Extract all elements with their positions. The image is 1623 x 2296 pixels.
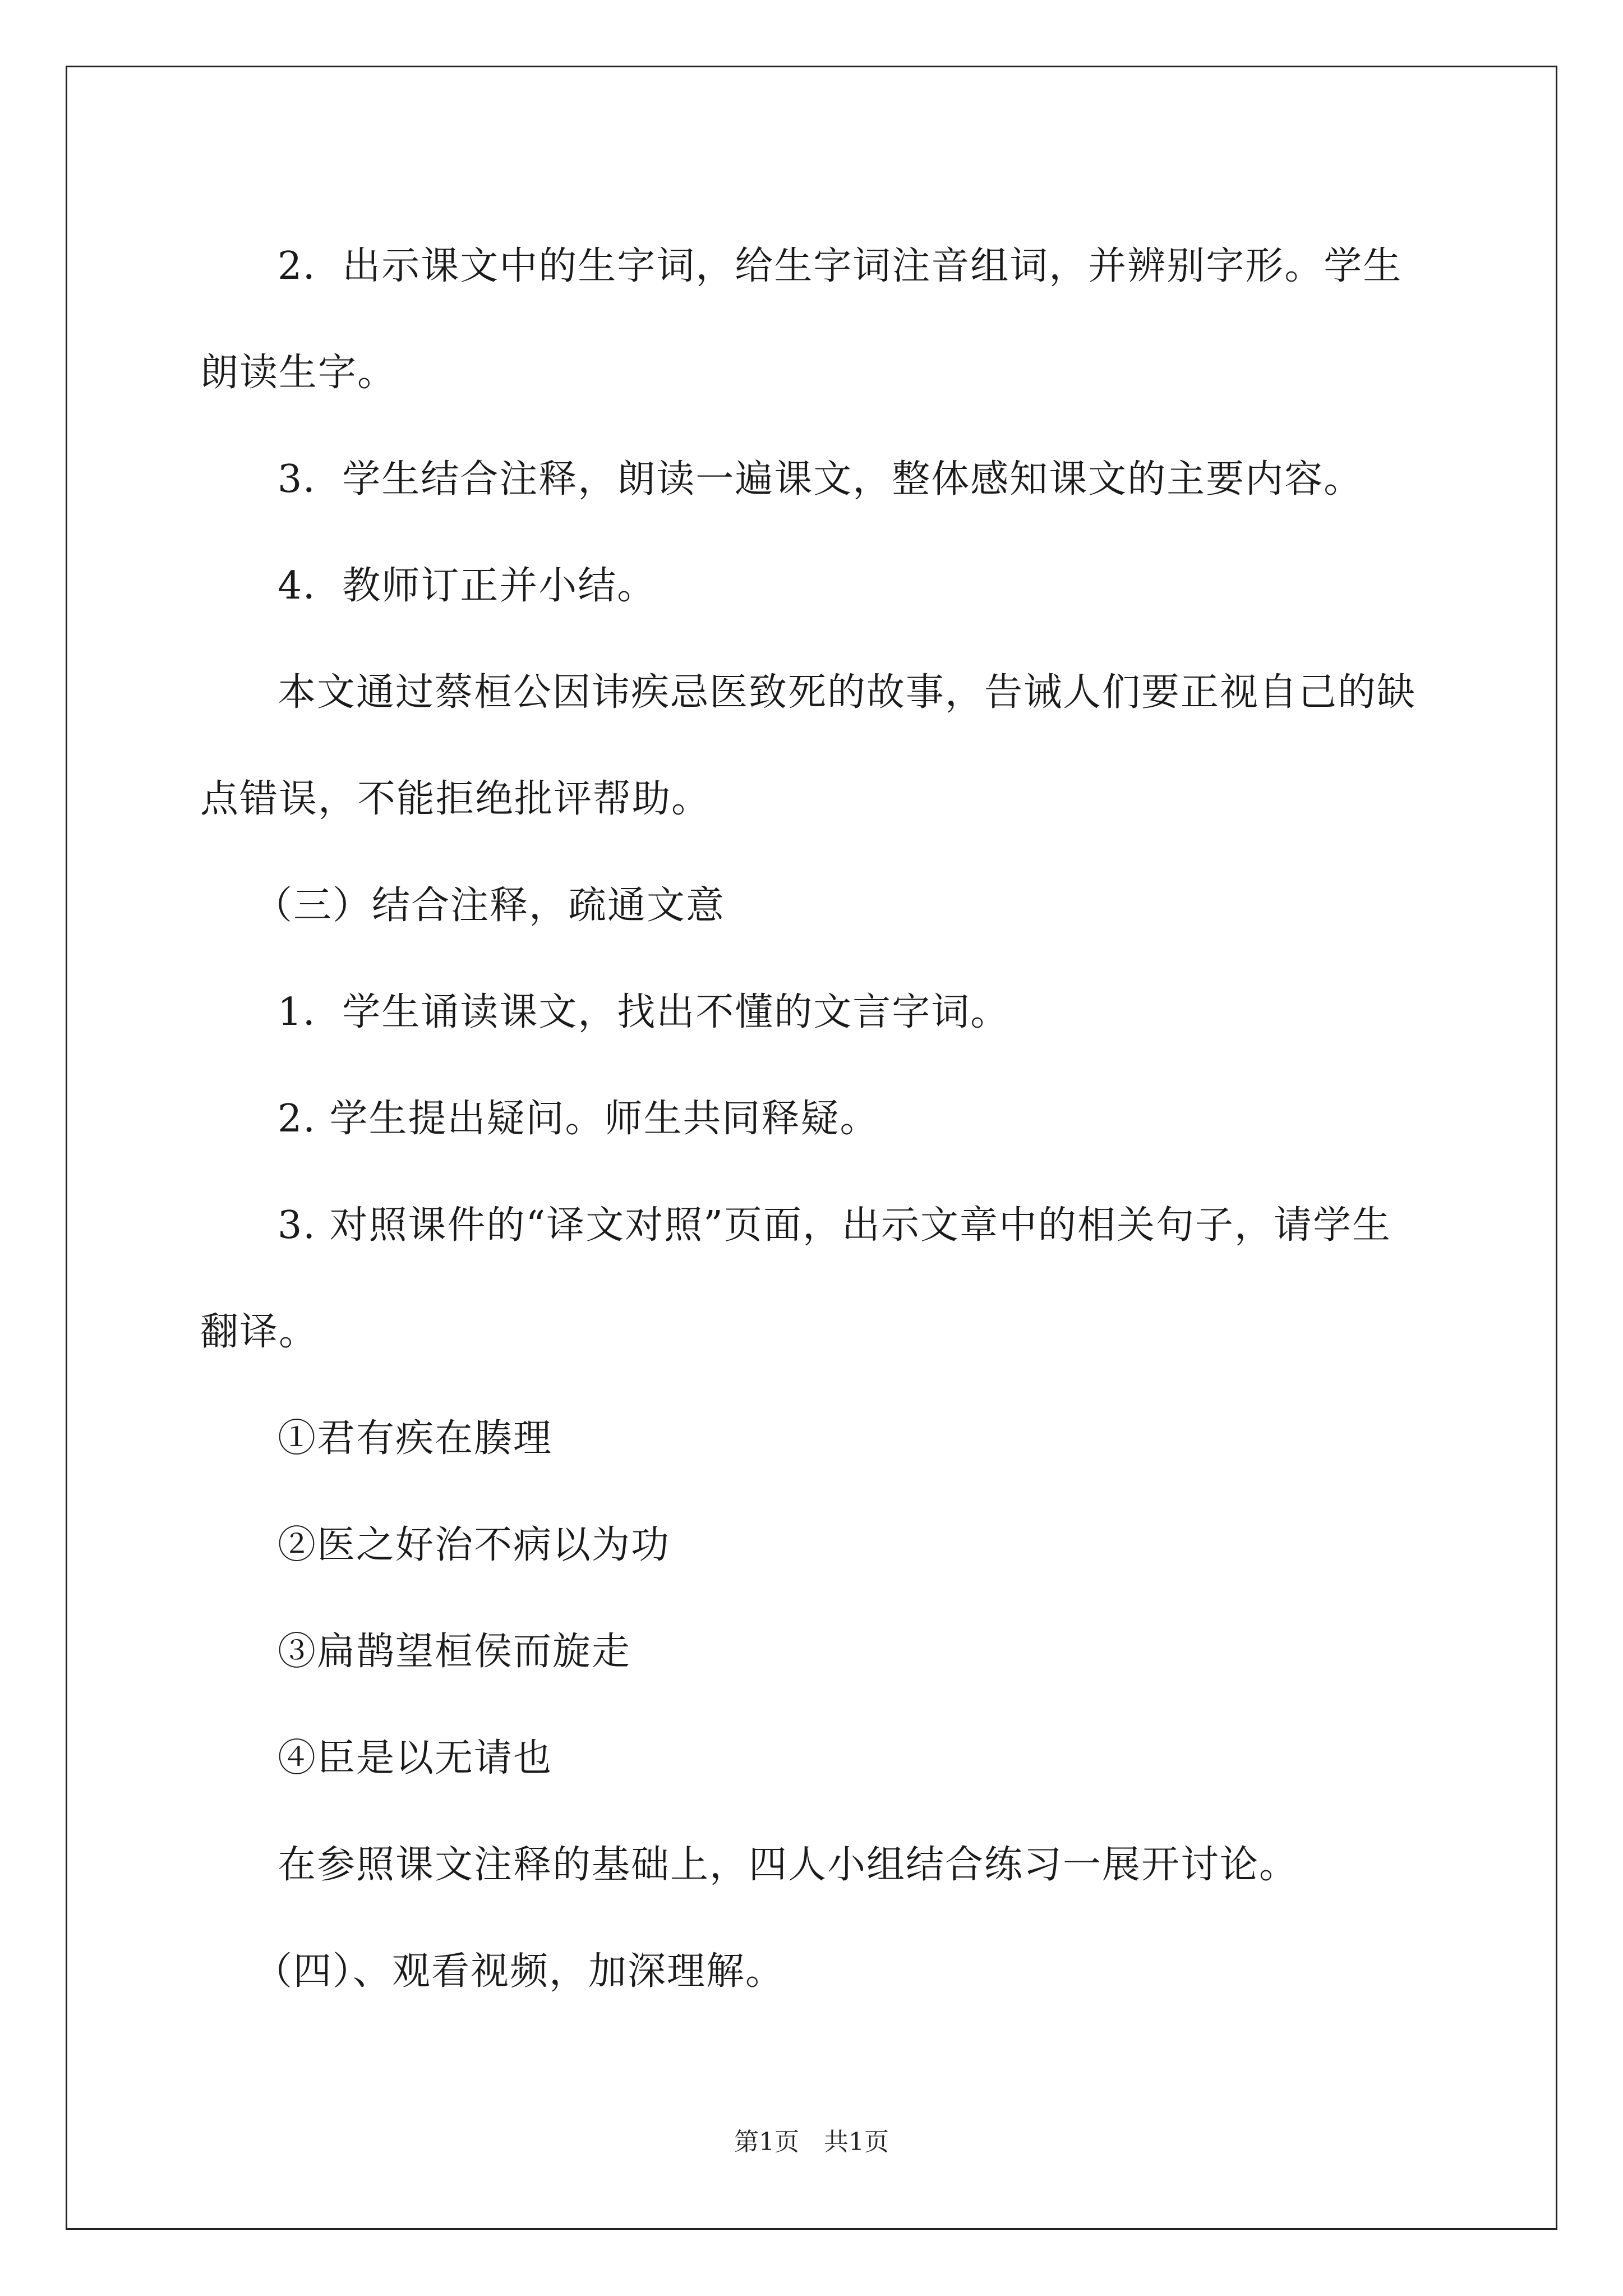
paragraph-3: 4．教师订正并小结。 — [278, 564, 657, 608]
paragraph-2: 3．学生结合注释，朗读一遍课文，整体感知课文的主要内容。 — [278, 457, 1363, 501]
section-heading-4: （四）、观看视频，加深理解。 — [254, 1949, 785, 1994]
document-body — [200, 213, 1428, 2025]
paragraph-4: 本文通过蔡桓公因讳疾忌医致死的故事，告诫人们要正视自己的缺点错误，不能拒绝批评帮助。 — [200, 670, 1417, 821]
paragraph-8: 在参照课文注释的基础上，四人小组结合练习一展开讨论。 — [278, 1843, 1299, 1887]
paragraph-7: 3. 对照课件的“译文对照”页面，出示文章中的相关句子，请学生翻译。 — [200, 1203, 1392, 1354]
sentence-3: ③扁鹊望桓侯而旋走 — [278, 1630, 631, 1674]
section-heading-3: （三）结合注释，疏通文意 — [254, 884, 726, 928]
paragraph-5: 1．学生诵读课文，找出不懂的文言字词。 — [278, 990, 1010, 1034]
sentence-4: ④臣是以无请也 — [278, 1736, 553, 1780]
page-footer: 第1页 共1页 — [734, 2128, 889, 2156]
sentence-2: ②医之好治不病以为功 — [278, 1523, 671, 1567]
sentence-1: ①君有疾在腠理 — [278, 1416, 553, 1461]
paragraph-6: 2. 学生提出疑问。师生共同释疑。 — [278, 1097, 879, 1141]
paragraph-1: 2．出示课文中的生字词，给生字词注音组词，并辨别字形。学生朗读生字。 — [200, 244, 1403, 395]
